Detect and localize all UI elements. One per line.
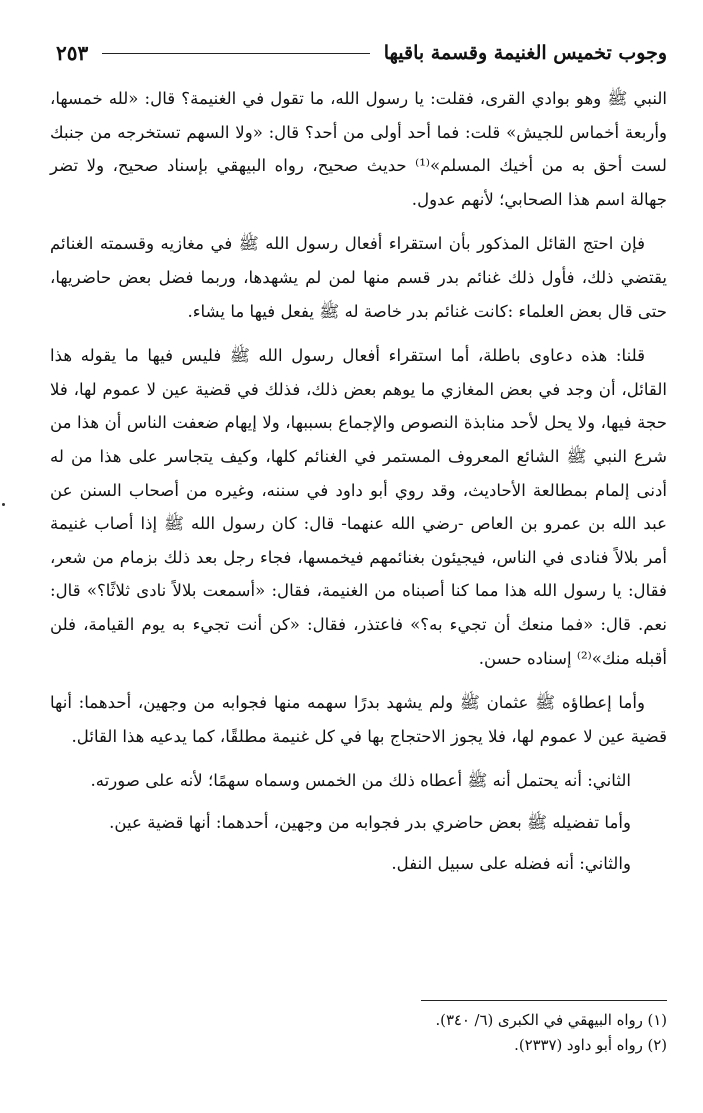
footnotes (50, 1008, 667, 1058)
page-number: ٢٥٣ (56, 41, 89, 65)
paragraph-6: وأما تفضيله ﷺ بعض حاضري بدر فجوابه من وجهين، أحدهما: أنها قضية عين. (109, 812, 631, 832)
paragraph-3: قلنا: هذه دعاوى باطلة، أما استقراء أفعال رسول الله ﷺ فليس فيها ما يقوله هذا القائل، أن وجد في بعض المغازي ما يوهم بعض ذلك، فذلك في قضية عين لا عموم لها، فلا حجة فيها، ولا يحل لأحد منابذة النصوص والإجماع بسببها، ولا إيهام ضعفت الناس أن هذا من شرع النبي ﷺ الشائع المعروف المستمر في الغنائم كلها، وكيف يتجاسر على هذا من له أدنى إلمام بمطالعة الأحاديث، وقد روي أبو داود في سننه، وغيره من أصحاب السنن عن عبد الله بن عمرو بن العاص -رضي الله عنهما- قال: كان رسول الله ﷺ إذا أصاب غنيمة أمر بلالاً فنادى في الناس، فيجيئون بغنائمهم فيخمسها، فجاء رجل بعد ذلك بزمام من شعر، فقال: يا رسول الله هذا مما كنا أصبناه من الغنيمة، فقال: «أسمعت بلالاً نادى ثلاثًا؟» قال: نعم. قال: «فما منعك أن تجيء به؟» فاعتذر، فقال: «كن أنت تجيء به يوم القيامة، فلن أقبله منك»⁽²⁾ إسناده حسن. (50, 346, 667, 668)
paragraph-2: فإن احتج القائل المذكور بأن استقراء أفعال رسول الله ﷺ في مغازيه وقسمته الغنائم يقتضي ذلك، فأول ذلك غنائم بدر قسم منها لمن لم يشهدها، وربما فضل بعض حاضريها، حتى قال بعض العلماء :كانت غنائم بدر خاصة له ﷺ يفعل فيها ما يشاء. (50, 234, 667, 321)
margin-dot (2, 503, 5, 506)
footnote-separator (421, 1000, 667, 1001)
chapter-title: وجوب تخميس الغنيمة وقسمة باقيها (383, 42, 667, 64)
paragraph-5: الثاني: أنه يحتمل أنه ﷺ أعطاه ذلك من الخمس وسماه سهمًا؛ لأنه على صورته. (90, 771, 631, 791)
paragraph-7: والثاني: أنه فضله على سبيل النفل. (391, 854, 631, 874)
main-text (50, 82, 667, 881)
footnote-1: (١) رواه البيهقي في الكبرى (٦/ ٣٤٠). (435, 1012, 667, 1029)
footnote-2: (٢) رواه أبو داود (٢٣٣٧). (514, 1037, 667, 1054)
header-rule (102, 53, 370, 54)
paragraph-4: وأما إعطاؤه ﷺ عثمان ﷺ ولم يشهد بدرًا سهمه منها فجوابه من وجهين، أحدهما: أنها قضية عين لا عموم لها، فلا يجوز الاحتجاج بها في كل غنيمة مطلقًا، كما يدعيه هذا القائل. (50, 693, 667, 746)
running-header (56, 38, 667, 68)
paragraph-1: النبي ﷺ وهو بوادي القرى، فقلت: يا رسول الله، ما تقول في الغنيمة؟ قال: «لله خمسها، وأربعة أخماس للجيش» قلت: فما أحد أولى من أحد؟ قال: «ولا السهم تستخرجه من جنبك لست أحق به من أخيك المسلم»⁽¹⁾ حديث صحيح، رواه البيهقي بإسناد صحيح، ولا تضر جهالة اسم هذا الصحابي؛ لأنهم عدول. (50, 89, 667, 209)
